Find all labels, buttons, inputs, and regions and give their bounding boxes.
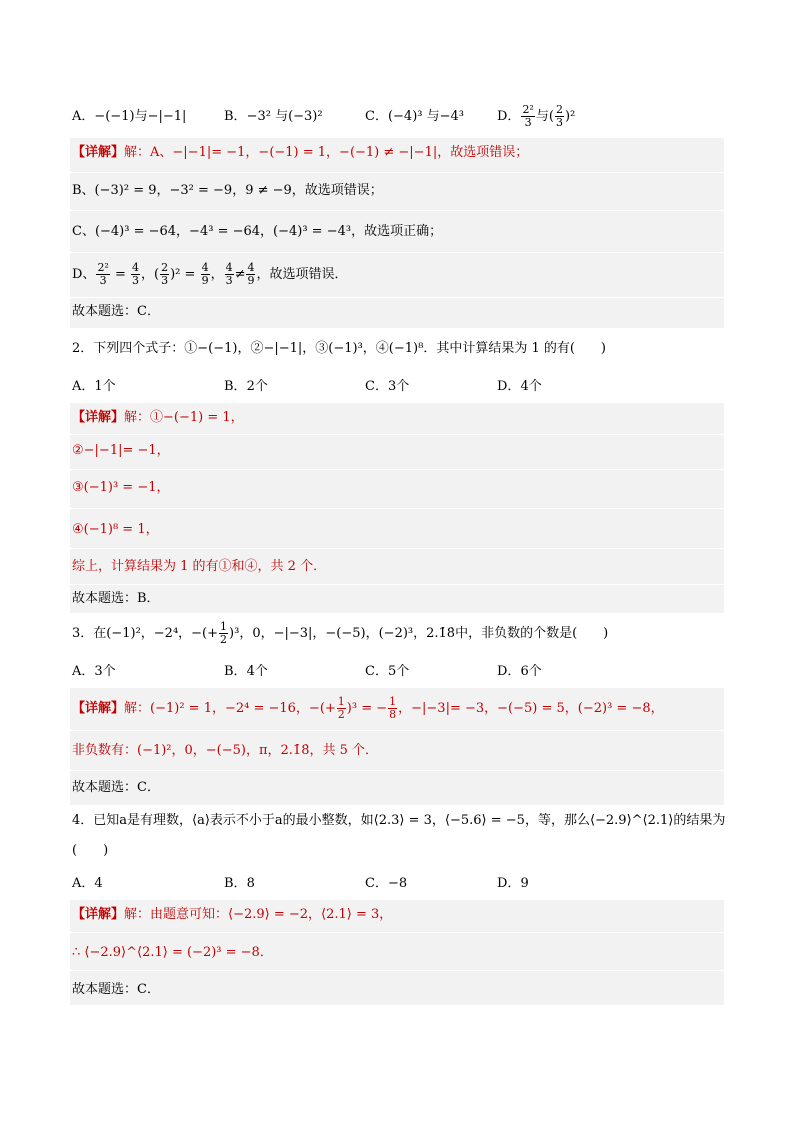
q1-option-c[interactable] [365,107,464,127]
divider [70,210,724,211]
fraction: $\frac{4}{9}$ [201,261,209,287]
q3-solution-line-1 [72,693,722,725]
solution-lead: 解： [124,145,151,160]
divider [70,508,724,509]
solution-text: B、(−3)² = 9，−3² = −9，9 ≠ −9，故选项错误； [72,183,383,198]
detail-tag: 【详解】 [72,701,125,716]
fraction [219,621,228,646]
answer-text: 故本题选：C． [72,780,160,795]
q1-solution-line-c [72,222,722,242]
q4-option-a[interactable] [72,874,103,894]
q2-solution-summary [72,557,722,577]
option-letter: D． [497,876,521,891]
detail-tag: 【详解】 [72,410,125,425]
q2-option-c[interactable] [365,377,409,397]
fraction: $\frac{2}{3}$ [161,261,169,287]
option-letter: A． [72,379,95,394]
q3-option-a[interactable] [72,662,116,682]
solution-text: ，故选项错误． [256,267,348,282]
option-text: 9 [520,876,529,891]
q2-solution-line-1 [72,408,722,428]
q2-solution-line-2 [72,441,722,461]
fraction-numerator: 1 [220,620,228,633]
option-letter: D． [497,379,521,394]
question-text: ( ) [72,843,109,858]
option-text: 4个 [520,379,542,394]
q1-solution-line-b [72,181,722,201]
q4-option-b[interactable] [224,874,255,894]
option-text: 5个 [387,664,410,679]
option-text: −(−1)与−|−1| [94,109,187,124]
option-letter: C． [365,876,388,891]
q1-solution-line-a [72,143,722,163]
detail-tag: 【详解】 [72,145,125,160]
option-letter: B． [224,379,247,394]
answer-text: 故本题选：C． [72,982,160,997]
option-letter: A． [72,664,95,679]
solution-text: C、(−4)³ = −64，−4³ = −64，(−4)³ = −4³，故选项正确； [72,224,443,239]
q3-option-c[interactable] [365,662,409,682]
option-text: 3个 [387,379,410,394]
fraction: $\frac{\text{2²}}{3}$ [97,261,109,287]
option-text: −3² 与(−3)² [246,109,323,124]
divider [70,469,724,470]
fraction: $\frac{1}{2}$ [337,695,345,721]
option-text: 6个 [520,664,542,679]
solution-text: 解：(−1)² = 1，−2⁴ = −16，−(+ [124,701,336,716]
divider [70,730,724,731]
q4-option-d[interactable] [497,874,529,894]
divider [70,932,724,933]
divider [70,548,724,549]
solution-text: 综上，计算结果为 1 的有①和④，共 2 个． [72,559,327,574]
answer-text: 故本题选：B． [72,591,160,606]
option-letter: C． [365,109,388,124]
option-text: 与( [535,109,554,124]
q1-option-d[interactable] [497,101,575,133]
option-text: −8 [387,876,408,891]
q4-answer [72,980,722,1000]
divider [70,252,724,253]
solution-text: ④(−1)⁸ = 1， [72,522,159,537]
fraction-denominator: 3 [555,116,563,129]
q2-solution-line-4 [72,520,722,540]
divider [70,770,724,771]
question-text: 2．下列四个式子：①−(−1)，②−|−1|，③(−1)³，④(−1)⁸．其中计算结果为 1 的有( ) [72,341,607,356]
option-letter: A． [72,109,95,124]
option-letter: C． [365,664,388,679]
solution-text: ②−|−1|= −1， [72,443,170,458]
option-text: 1个 [94,379,116,394]
divider [70,297,724,298]
q3-solution-line-2 [72,741,722,761]
option-text: 4 [94,876,103,891]
q3-stem [72,618,724,650]
q1-option-a[interactable] [72,107,186,127]
fraction: $\frac{4}{3}$ [132,261,140,287]
answer-text: 故本题选：C． [72,304,160,319]
option-letter: B． [224,664,247,679]
option-letter: A． [72,876,95,891]
fraction: $\frac{1}{8}$ [389,695,397,721]
fraction [521,104,534,129]
option-letter: D． [497,664,521,679]
q2-option-d[interactable] [497,377,542,397]
solution-text: ③(−1)³ = −1， [72,480,170,495]
q3-option-b[interactable] [224,662,268,682]
option-text: 8 [246,876,255,891]
q3-answer [72,778,722,798]
detail-tag: 【详解】 [72,907,125,922]
fraction: $\frac{4}{3}$ [225,261,233,287]
q3-option-d[interactable] [497,662,542,682]
q2-stem [72,339,724,359]
question-text: )³，0，−|−3|，−(−5)，(−2)³，2.1̇8̇中，非负数的个数是( ) [229,626,609,641]
fraction [555,104,564,129]
option-text: 2个 [246,379,268,394]
q4-solution-line-2 [72,943,722,963]
solution-text: A、−|−1|= −1，−(−1) = 1，−(−1) ≠ −|−1|，故选项错误； [150,145,529,160]
option-letter: B． [224,109,247,124]
divider [70,434,724,435]
solution-text: D、 [72,267,96,282]
question-text: 3．在(−1)²，−2⁴，−(+ [72,626,219,641]
option-text: 3个 [94,664,116,679]
solution-text: ，−|−3|= −3，−(−5) = 5，(−2)³ = −8， [398,701,664,716]
option-letter: C． [365,379,388,394]
q4-solution-line-1 [72,905,722,925]
q1-solution-line-d: D、 $\frac{\text{2²}}{3}$ = $\frac{4}{3}$ ，( $\frac{2}{3}$ )² = $\frac{4}{9}$ ， $\frac{4}{3}$ ≠ $\frac{4}{9}$ ，故选项错误． [72,261,348,287]
q1-answer [72,302,722,322]
q2-solution-line-3 [72,478,722,498]
question-text: 4．已知a是有理数，⟨a⟩表示不小于a的最小整数，如⟨2.3⟩ = 3，⟨−5.6⟩ = −5，等，那么⟨−2.9⟩^⟨2.1⟩的结果为 [72,813,726,828]
option-letter: B． [224,876,247,891]
fraction-numerator: 2 [555,103,563,116]
solution-text: 解：由题意可知：⟨−2.9⟩ = −2，⟨2.1⟩ = 3， [124,907,393,922]
q2-option-b[interactable] [224,377,268,397]
divider [70,172,724,173]
q2-option-a[interactable] [72,377,116,397]
option-letter: D． [497,109,521,124]
solution-text: 解：①−(−1) = 1， [124,410,244,425]
option-text: 4个 [246,664,268,679]
fraction-denominator: 3 [524,116,532,129]
q4-stem [72,811,724,831]
fraction-numerator: 2² [522,103,534,116]
option-text: (−4)³ 与−4³ [387,109,464,124]
option-text: )² [564,109,576,124]
solution-text: )³ = − [346,701,388,716]
divider [70,970,724,971]
q2-answer [72,589,722,609]
fraction: $\frac{4}{9}$ [247,261,255,287]
q4-stem-blank [72,841,724,861]
divider [70,584,724,585]
solution-text: ∴ ⟨−2.9⟩^⟨2.1⟩ = (−2)³ = −8． [72,945,273,960]
fraction-denominator: 2 [220,633,228,646]
q4-option-c[interactable] [365,874,407,894]
q1-option-b[interactable] [224,107,323,127]
solution-text: 非负数有：(−1)²，0，−(−5)，π，2.1̇8̇，共 5 个． [72,743,379,758]
